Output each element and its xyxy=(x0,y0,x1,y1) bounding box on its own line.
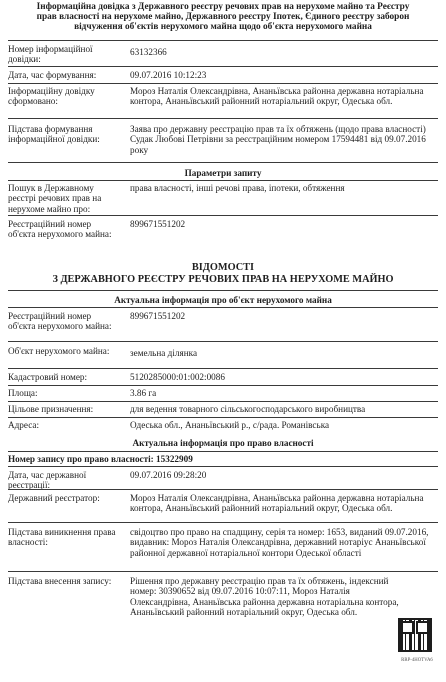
divider xyxy=(8,180,438,181)
meta-value: Заява про державну реєстрацію прав та їх обтяжень (щодо права власності) Судак Любові Петрівни за реєстраційним номером 17594481 від 09.07.2016 року xyxy=(130,124,426,155)
divider xyxy=(8,118,438,119)
object-value: земельна ділянка xyxy=(130,348,198,358)
main-title-line-2: З ДЕРЖАВНОГО РЕЄСТРУ РЕЧОВИХ ПРАВ НА НЕРУХОМЕ МАЙНО xyxy=(52,273,394,285)
ownership-value: свідоцтво про право на спадщину, серія та номер: 1653, виданий 09.07.2016, видавник: Мороз Наталія Олександрівна, державний нотаріус Ананьївської районної державної нотаріальної контори Одеської області xyxy=(130,527,429,558)
object-label: Адреса: xyxy=(8,420,40,430)
divider xyxy=(8,40,438,41)
meta-label: Підстава формування інформаційної довідки: xyxy=(8,124,100,145)
object-value: 5120285000:01:002:0086 xyxy=(130,372,225,382)
ownership-label: Дата, час державної реєстрації: xyxy=(8,470,87,491)
object-row-purpose xyxy=(8,404,438,416)
divider xyxy=(8,215,438,216)
object-label: Реєстраційний номер об'єкта нерухомого майна: xyxy=(8,311,112,332)
object-row-registration-number xyxy=(8,311,438,343)
object-value: для ведення товарного сільськогосподарського виробництва xyxy=(130,404,366,414)
divider xyxy=(8,385,438,386)
ownership-value: 09.07.2016 09:28:20 xyxy=(130,470,207,480)
divider xyxy=(8,307,438,308)
meta-row-basis xyxy=(8,124,438,158)
object-value: Одеська обл., Ананьївський р., с/рада. Романівська xyxy=(130,420,330,430)
divider xyxy=(8,401,438,402)
divider xyxy=(8,522,438,523)
object-row-address xyxy=(8,420,438,432)
document-header xyxy=(8,2,438,33)
object-value: 899671551202 xyxy=(130,311,186,321)
ownership-label: Підстава виникнення права власності: xyxy=(8,527,116,548)
meta-row-certificate-number xyxy=(8,44,438,64)
divider xyxy=(8,83,438,84)
meta-label: Номер інформаційної довідки: xyxy=(8,44,93,65)
header-line-1: Інформаційна довідка з Державного реєстру речових прав на нерухоме майно та Реєстру xyxy=(36,2,410,12)
object-label: Площа: xyxy=(8,388,38,398)
ownership-row-entry-basis xyxy=(8,576,438,622)
params-row-registration-number xyxy=(8,219,438,251)
qr-code-icon xyxy=(398,618,432,652)
meta-value: 63132366 xyxy=(130,47,167,57)
ownership-row-basis xyxy=(8,527,438,571)
params-label: Пошук в Державному реєстрі речових прав на нерухоме майно про: xyxy=(8,183,102,214)
meta-label: Інформаційну довідку сформовано: xyxy=(8,86,95,107)
object-row-area xyxy=(8,388,438,400)
main-title xyxy=(8,262,438,285)
object-value: 3.86 га xyxy=(130,388,157,398)
object-section-title: Актуальна інформація про об'єкт нерухомого майна xyxy=(114,295,332,305)
params-value: права власності, інші речові права, іпотеки, обтяження xyxy=(130,183,345,193)
qr-caption: RRP-4HOTVA6 xyxy=(401,658,433,663)
divider xyxy=(8,571,438,572)
meta-label: Дата, час формування: xyxy=(8,70,97,80)
main-title-line-1: ВІДОМОСТІ xyxy=(191,262,255,273)
meta-value: 09.07.2016 10:12:23 xyxy=(130,70,207,80)
divider xyxy=(8,417,438,418)
object-row-type xyxy=(8,346,438,366)
object-row-cadastral xyxy=(8,372,438,384)
divider xyxy=(8,451,438,452)
meta-row-formed-by xyxy=(8,86,438,118)
divider xyxy=(8,368,438,369)
divider xyxy=(8,466,438,467)
divider xyxy=(8,341,438,342)
ownership-value: Мороз Наталія Олександрівна, Ананьївська районна державна нотаріальна контора, Ананьївський районний нотаріальний округ, Одеська обл. xyxy=(130,493,424,514)
params-row-search xyxy=(8,183,438,213)
ownership-section-title: Актуальна інформація про право власності xyxy=(132,438,314,448)
meta-value: Мороз Наталія Олександрівна, Ананьївська районна державна нотаріальна контора, Ананьївський районний нотаріальний округ, Одеська обл. xyxy=(130,86,424,107)
meta-row-formation-date xyxy=(8,70,438,82)
divider xyxy=(8,66,438,67)
object-label: Кадастровий номер: xyxy=(8,372,88,382)
divider xyxy=(8,162,438,163)
divider xyxy=(8,290,438,291)
ownership-label: Державний реєстратор: xyxy=(8,493,100,503)
header-line-2: прав власності на нерухоме майно, Державного реєстру Іпотек, Єдиного реєстру заборон xyxy=(36,12,410,23)
ownership-label: Підстава внесення запису: xyxy=(8,576,112,586)
params-title: Параметри запиту xyxy=(184,168,262,178)
params-label: Реєстраційний номер об'єкта нерухомого майна: xyxy=(8,219,112,240)
header-line-3: відчуження об'єктів нерухомого майна щодо об'єкта нерухомого майна xyxy=(74,22,372,33)
params-value: 899671551202 xyxy=(130,219,186,229)
divider xyxy=(8,489,438,490)
object-label: Об'єкт нерухомого майна: xyxy=(8,346,110,356)
ownership-value: Рішення про державну реєстрацію прав та їх обтяжень, індексний номер: 30390652 від 09.07.2016 10:07:11, Мороз Наталія Олександрівна, Ананьївська районна державна нотаріальна контора, Ананьївський районний нотаріальний округ, Одеська обл. xyxy=(130,576,399,617)
object-label: Цільове призначення: xyxy=(8,404,94,414)
record-number: Номер запису про право власності: 15322909 xyxy=(8,454,193,464)
